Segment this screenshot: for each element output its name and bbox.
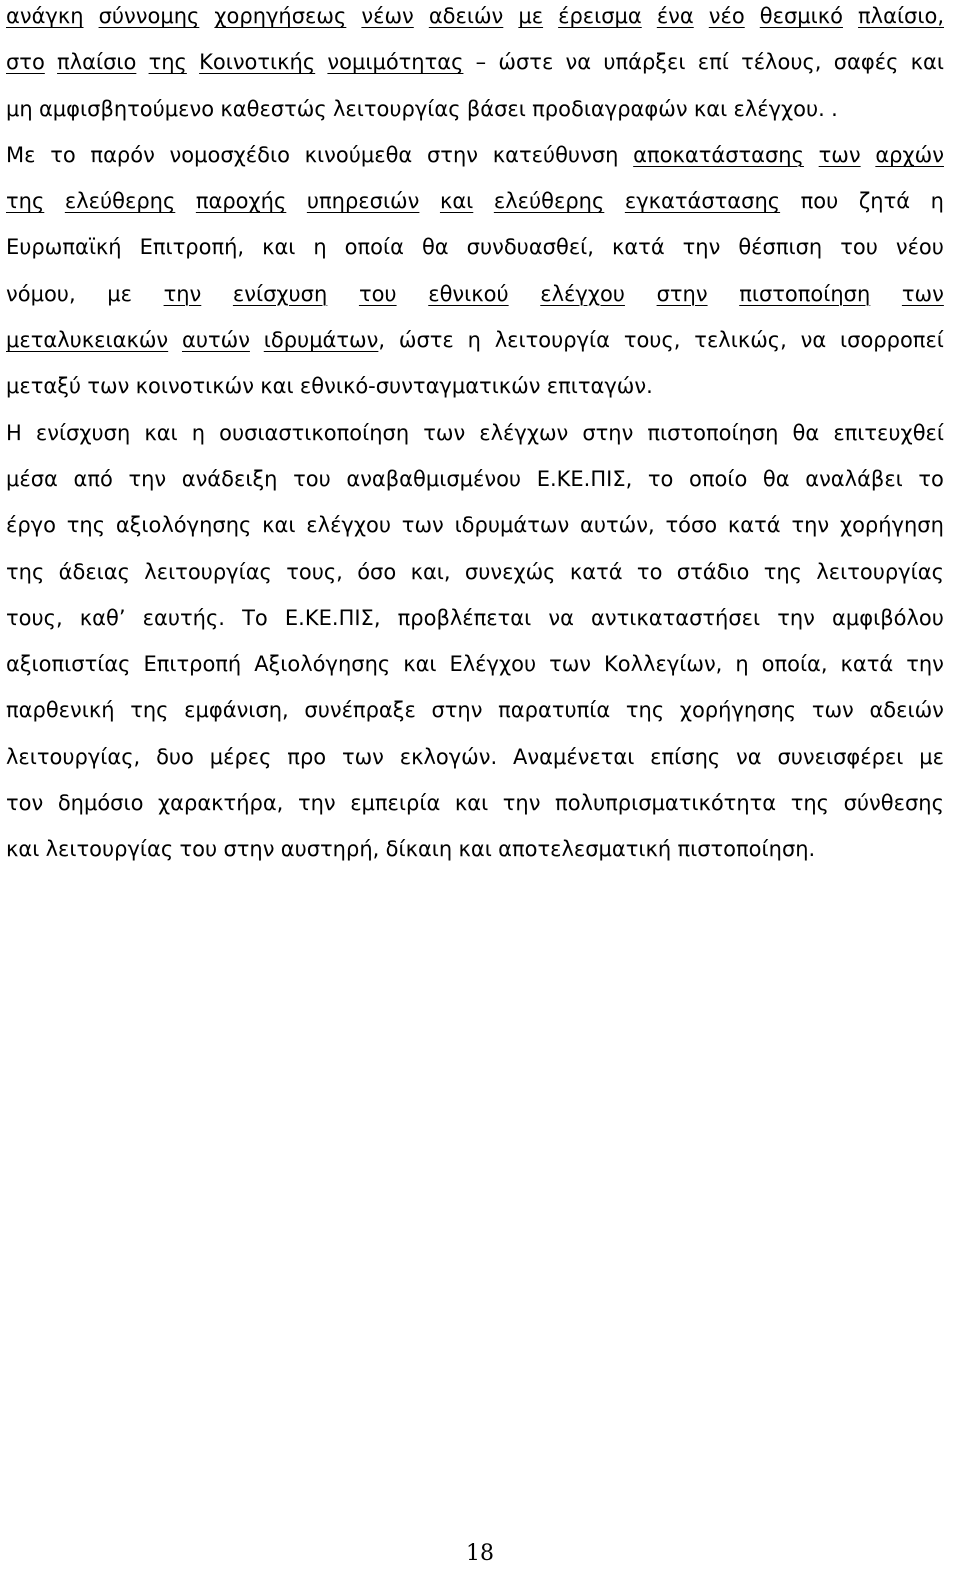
word: από xyxy=(73,466,113,491)
word: ενίσχυση xyxy=(35,420,131,445)
word: πλαίσιο, xyxy=(858,4,944,28)
word: ισορροπεί xyxy=(840,328,944,353)
word: Ευρωπαϊκή xyxy=(6,235,122,260)
word: και xyxy=(262,513,296,538)
paragraph xyxy=(6,410,944,873)
text-line xyxy=(6,0,944,39)
word: άδειας xyxy=(58,559,130,584)
word: καθ’ xyxy=(79,605,126,630)
word: ελέγχου. xyxy=(733,96,825,121)
word: των xyxy=(401,513,444,538)
word: αυτών, xyxy=(580,513,655,538)
word: στην xyxy=(431,698,483,723)
word: χορήγηση xyxy=(839,513,944,538)
word: οποίο xyxy=(689,466,748,491)
word: επίσης xyxy=(650,744,721,769)
word: Ε.ΚΕ.ΠΙΣ, xyxy=(536,466,633,491)
word: εμπειρία xyxy=(350,791,441,816)
word: . xyxy=(831,96,838,121)
word: πλαίσιο xyxy=(57,50,137,75)
word: θέσπιση xyxy=(738,235,823,260)
text-line xyxy=(6,317,944,363)
text-line xyxy=(6,410,944,456)
word: την xyxy=(128,466,167,491)
word: την xyxy=(297,791,336,816)
word: κατεύθυνση xyxy=(492,142,619,167)
word: ανάδειξη xyxy=(181,466,278,491)
word: ουσιαστικοποίηση xyxy=(219,420,410,445)
word: νομοσχέδιο xyxy=(169,142,290,167)
word: συνδυασθεί, xyxy=(466,235,594,260)
word: πιστοποίηση xyxy=(739,281,871,306)
word: αδειών xyxy=(428,4,504,28)
text-line xyxy=(6,39,944,85)
word: κατά xyxy=(611,235,665,260)
word: αρχών xyxy=(875,142,944,167)
word: στην xyxy=(582,420,634,445)
word: παρόν xyxy=(90,142,155,167)
word: και xyxy=(458,837,492,862)
text-line xyxy=(6,687,944,733)
word: ελέγχων xyxy=(479,420,569,445)
text-line xyxy=(6,502,944,548)
word: στάδιο xyxy=(676,559,750,584)
page-number: 18 xyxy=(466,1541,494,1566)
word: μεταξύ xyxy=(6,374,82,399)
word: να xyxy=(736,744,762,769)
text-line xyxy=(6,132,944,178)
word: ελεύθερης xyxy=(64,189,176,214)
word: προ xyxy=(287,744,327,769)
word: αποκατάστασης xyxy=(633,142,804,167)
word: βάσει xyxy=(466,96,526,121)
word: χορηγήσεως xyxy=(214,4,347,28)
word: δημόσιο xyxy=(57,791,144,816)
word: του xyxy=(179,837,218,862)
word: εκλογών. xyxy=(399,744,498,769)
word: την xyxy=(163,281,202,306)
word: προβλέπεται xyxy=(397,605,532,630)
word: Αναμένεται xyxy=(513,744,635,769)
word: δυο xyxy=(156,744,194,769)
word: με xyxy=(919,744,944,769)
word: αυτών xyxy=(181,328,250,353)
text-line xyxy=(6,86,944,132)
word: ιδρυμάτων xyxy=(454,513,570,538)
text-line xyxy=(6,780,944,826)
word: της xyxy=(66,513,106,538)
word: Η xyxy=(6,420,22,445)
word: κοινοτικών xyxy=(135,374,254,399)
word: των xyxy=(818,142,861,167)
word: σαφές xyxy=(833,50,899,75)
word: που xyxy=(800,189,839,214)
word: να xyxy=(548,605,574,630)
word: πιστοποίηση. xyxy=(677,837,816,862)
word: η xyxy=(191,420,206,445)
word: με xyxy=(518,4,544,28)
word: και, xyxy=(410,559,451,584)
word: Επιτροπή, xyxy=(139,235,245,260)
word: επί xyxy=(697,50,729,75)
word: τους, xyxy=(6,605,63,630)
word: νέων xyxy=(361,4,414,28)
word: Με xyxy=(6,142,36,167)
word: λειτουργία xyxy=(494,328,610,353)
word: και xyxy=(910,50,944,75)
word: εθνικού xyxy=(428,281,509,306)
word: και xyxy=(693,96,728,121)
word: το xyxy=(918,466,944,491)
word: το xyxy=(636,559,663,584)
word: εγκατάστασης xyxy=(624,189,781,214)
word: την xyxy=(777,605,815,630)
word: η xyxy=(467,328,481,353)
word: αναλάβει xyxy=(805,466,903,491)
word: την xyxy=(906,652,944,677)
text-line xyxy=(6,178,944,224)
word: χαρακτήρα, xyxy=(158,791,284,816)
word: στην xyxy=(223,837,275,862)
word: των xyxy=(341,744,384,769)
word: υπηρεσιών xyxy=(306,189,420,214)
word: σύννομης xyxy=(98,4,200,28)
word: ώστε xyxy=(398,328,454,353)
word: στο xyxy=(6,50,45,75)
word: αυστηρή, xyxy=(280,837,380,862)
word: παρατυπία xyxy=(498,698,611,723)
word: και xyxy=(144,420,178,445)
word: ελέγχου xyxy=(306,513,391,538)
word: λειτουργίας xyxy=(816,559,944,584)
word: την xyxy=(791,513,830,538)
word: επιτευχθεί xyxy=(833,420,944,445)
word: νομιμότητας xyxy=(327,50,464,75)
word: ώστε xyxy=(498,50,554,75)
word: επιταγών. xyxy=(546,374,653,399)
word: μεταλυκειακών xyxy=(6,328,169,353)
word: λειτουργίας, xyxy=(6,744,141,769)
word: ενίσχυση xyxy=(232,281,328,306)
text-line xyxy=(6,549,944,595)
text-line xyxy=(6,734,944,780)
word: τους, xyxy=(623,328,681,353)
word: του xyxy=(840,235,878,260)
word: στην xyxy=(656,281,708,306)
word: να xyxy=(800,328,827,353)
word: πιστοποίηση xyxy=(647,420,779,445)
word: της xyxy=(790,791,829,816)
text-line xyxy=(6,363,944,409)
word: μέσα xyxy=(6,466,58,491)
paragraph xyxy=(6,132,944,410)
word: Κοινοτικής xyxy=(199,50,316,75)
text-line xyxy=(6,271,944,317)
word: κινούμεθα xyxy=(304,142,413,167)
word: δίκαιη xyxy=(385,837,453,862)
word: θεσμικό xyxy=(759,4,843,28)
word: ιδρυμάτων, xyxy=(263,328,386,353)
word: όσο xyxy=(357,559,397,584)
word: οποία xyxy=(344,235,404,260)
word: των xyxy=(811,698,854,723)
word: των xyxy=(87,374,130,399)
word: έρεισμα xyxy=(558,4,642,28)
word: της xyxy=(6,189,45,214)
word: τελικώς, xyxy=(694,328,787,353)
word: αμφισβητούμενο xyxy=(38,96,215,121)
word: ένα xyxy=(656,4,694,28)
word: της xyxy=(625,698,665,723)
word: έργο xyxy=(6,513,56,538)
word: αξιοπιστίας xyxy=(6,652,131,677)
text-line xyxy=(6,641,944,687)
word: το xyxy=(647,466,674,491)
word: της xyxy=(130,698,169,723)
word: του xyxy=(358,281,397,306)
word: συνεχώς xyxy=(464,559,556,584)
word: και xyxy=(260,374,294,399)
word: ανάγκη xyxy=(6,4,84,28)
word: αδειών xyxy=(869,698,944,723)
word: και xyxy=(262,235,296,260)
word: των xyxy=(901,281,944,306)
word: και xyxy=(6,837,40,862)
word: παρθενική xyxy=(6,698,115,723)
word: θα xyxy=(421,235,449,260)
text-line xyxy=(6,224,944,270)
word: λειτουργίας xyxy=(144,559,272,584)
word: λειτουργίας xyxy=(332,96,461,121)
document-body xyxy=(6,0,944,873)
word: νόμου, xyxy=(6,281,76,306)
word: θα xyxy=(792,420,820,445)
text-line xyxy=(6,456,944,502)
word: ελεύθερης xyxy=(493,189,605,214)
word: να xyxy=(565,50,592,75)
word: εαυτής. xyxy=(142,605,225,630)
paragraph xyxy=(6,0,944,132)
word: των xyxy=(549,652,592,677)
word: συνεισφέρει xyxy=(777,744,904,769)
word: θα xyxy=(762,466,790,491)
word: με xyxy=(107,281,132,306)
word: καθεστώς xyxy=(220,96,327,121)
word: αξιολόγησης xyxy=(115,513,252,538)
word: το xyxy=(50,142,76,167)
word: υπάρξει xyxy=(603,50,686,75)
word: προδιαγραφών xyxy=(532,96,688,121)
word: εμφάνιση, xyxy=(184,698,289,723)
word: Κολλεγίων, xyxy=(604,652,723,677)
word: της xyxy=(148,50,187,75)
word: κατά xyxy=(840,652,894,677)
word: Ε.ΚΕ.ΠΙΣ, xyxy=(284,605,381,630)
word: και xyxy=(454,791,489,816)
word: εθνικό-συνταγματικών xyxy=(299,374,541,399)
word: αντικαταστήσει xyxy=(591,605,761,630)
word: αναβαθμισμένου xyxy=(346,466,522,491)
word: η xyxy=(735,652,749,677)
word: τον xyxy=(6,791,44,816)
word: οποία, xyxy=(761,652,828,677)
word: ελέγχου xyxy=(540,281,625,306)
word: πολυπρισματικότητα xyxy=(555,791,777,816)
word: του xyxy=(293,466,331,491)
word: σύνθεσης xyxy=(843,791,944,816)
word: συνέπραξε xyxy=(304,698,416,723)
word: η xyxy=(313,235,327,260)
word: χορήγησης xyxy=(679,698,797,723)
word: και xyxy=(403,652,437,677)
word: στην xyxy=(427,142,478,167)
word: Το xyxy=(242,605,268,630)
word: λειτουργίας xyxy=(45,837,174,862)
word: Επιτροπή xyxy=(143,652,242,677)
word: η xyxy=(930,189,944,214)
word: μέρες xyxy=(209,744,272,769)
word: των xyxy=(423,420,466,445)
word: τέλους, xyxy=(741,50,822,75)
word: της xyxy=(763,559,802,584)
word: παροχής xyxy=(195,189,287,214)
word: αμφιβόλου xyxy=(832,605,944,630)
word: κατά xyxy=(569,559,623,584)
word: νέο xyxy=(708,4,745,28)
word: Αξιολόγησης xyxy=(254,652,391,677)
text-line xyxy=(6,595,944,641)
word: τόσο xyxy=(665,513,718,538)
word: της xyxy=(6,559,45,584)
word: κατά xyxy=(727,513,781,538)
word: Ελέγχου xyxy=(449,652,537,677)
word: αποτελεσματική xyxy=(498,837,672,862)
word: ζητά xyxy=(858,189,911,214)
word: και xyxy=(439,189,474,214)
word: νέου xyxy=(895,235,944,260)
word: την xyxy=(502,791,541,816)
word: την xyxy=(682,235,721,260)
word: μη xyxy=(6,96,33,121)
word: – xyxy=(475,50,487,75)
text-line xyxy=(6,826,944,872)
word: τους, xyxy=(286,559,343,584)
